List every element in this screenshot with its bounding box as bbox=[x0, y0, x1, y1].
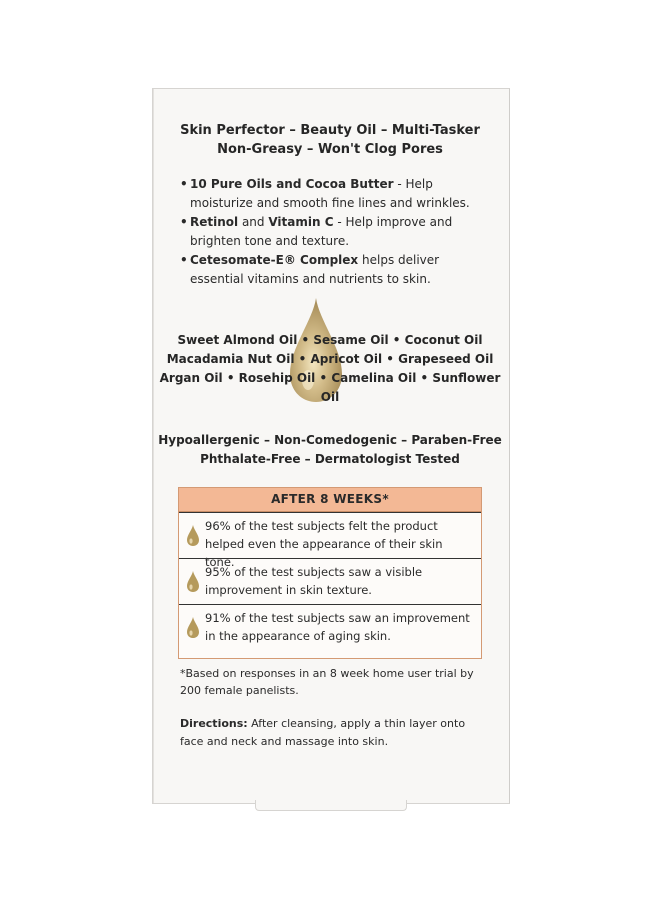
results-row bbox=[179, 604, 481, 650]
claims bbox=[152, 431, 508, 469]
directions bbox=[180, 715, 480, 751]
oils-line-2: Macadamia Nut Oil • Apricot Oil • Grapeseed Oil bbox=[166, 352, 494, 366]
oils-line-1: Sweet Almond Oil • Sesame Oil • Coconut Oil bbox=[177, 333, 483, 347]
benefit-item: • 10 Pure Oils and Cocoa Butter - Help moisturize and smooth fine lines and wrinkles. bbox=[180, 175, 490, 213]
results-row bbox=[179, 558, 481, 604]
results-row-text: 95% of the test subjects saw a visible improvement in skin texture. bbox=[205, 565, 423, 597]
benefits-list bbox=[180, 175, 490, 289]
directions-text: After cleansing, apply a thin layer onto face and neck and massage into skin. bbox=[180, 717, 466, 748]
drop-icon bbox=[186, 524, 200, 547]
drop-icon bbox=[186, 616, 200, 639]
results-header: AFTER 8 WEEKS* bbox=[179, 488, 481, 512]
results-table bbox=[178, 487, 482, 659]
directions-label: Directions: bbox=[180, 717, 248, 730]
headline-line-2: Non-Greasy – Won't Clog Pores bbox=[217, 142, 443, 157]
oils-list bbox=[152, 331, 508, 407]
oils-line-3: Argan Oil • Rosehip Oil • Camelina Oil • Sunflower Oil bbox=[159, 371, 501, 404]
results-row bbox=[179, 512, 481, 569]
benefit-item: • Cetesomate-E® Complex helps deliver essential vitamins and nutrients to skin. bbox=[180, 251, 490, 289]
headline-line-1: Skin Perfector – Beauty Oil – Multi-Tasker bbox=[180, 123, 480, 138]
results-row-text: 91% of the test subjects saw an improvement in the appearance of aging skin. bbox=[205, 611, 470, 643]
footnote: *Based on responses in an 8 week home user trial by 200 female panelists. bbox=[180, 667, 474, 697]
package-tab bbox=[255, 800, 407, 811]
claims-line-1: Hypoallergenic – Non-Comedogenic – Paraben-Free bbox=[158, 433, 502, 447]
claims-line-2: Phthalate-Free – Dermatologist Tested bbox=[200, 452, 460, 466]
results-row-text: 96% of the test subjects felt the product helped even the appearance of their skin tone. bbox=[205, 519, 443, 569]
benefit-item: • Retinol and Vitamin C - Help improve and brighten tone and texture. bbox=[180, 213, 490, 251]
drop-icon bbox=[186, 570, 200, 593]
